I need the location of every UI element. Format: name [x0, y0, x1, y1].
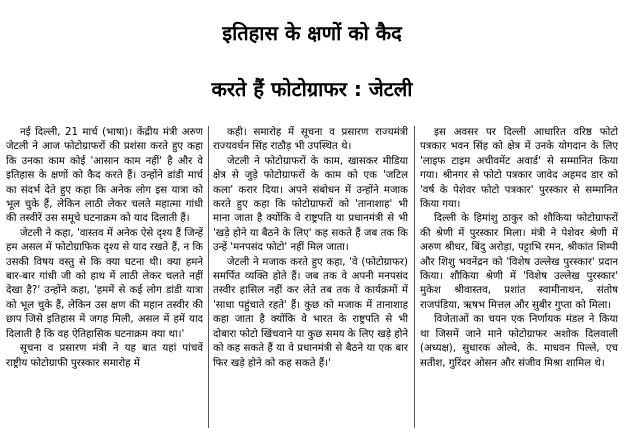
- article-column-2: [213, 126, 408, 432]
- paragraph: दिल्ली के हिमांशु ठाकुर को शौकिया फोटोग्राफरों की श्रेणी में पुरस्कार मिला। मंत्री ने पेशेवर श्रेणी में अरुण श्रीधर, बिंदु अरोड़ा, पट्टाभि रमन, श्रीकांत शिम्पी और शिशु भवनेंद्रन को 'विशेष उल्लेख पुरस्कार' प्रदान किया। शौकिया श्रेणी में 'विशेष उल्लेख पुरस्कार' मुकेश श्रीवास्तव, प्रशांत स्वामीनाथन, संतोष राजपंडिया, ऋषभ मित्तल और सुबीर गुप्ता को मिला।: [420, 213, 618, 311]
- paragraph: विजेताओं का चयन एक निर्णायक मंडल ने किया था जिसमें जाने माने फोटोग्राफर अशोक दिलवाली (अध्यक्ष), सुधारक ओल्वे, के. माधवन पिल्ले, एच सतीश, गुरिंदर ओसन और संजीव मिश्रा शामिल थे।: [420, 314, 618, 369]
- headline-line-1: इतिहास के क्षणों को कैद: [222, 21, 402, 45]
- paragraph: जेटली ने मजाक करते हुए कहा, 'वे (फोटोग्राफर) समर्पित व्यक्ति होते हैं। जब तक वे अपनी मनपसंद तस्वीर हासिल नहीं कर लेते तब तक वे कार्यक्रमों में 'साधा पहुंचाते रहते' हैं। कुछ को मजाक में तानाशाह कहा जाता है क्योंकि वे भारत के राष्ट्रपति से भी दोबारा फोटो खिंचवाने या कुछ समय के लिए खड़े होने को कह सकते हैं या वे प्रधानमंत्री से बैठने या एक बार फिर खड़े होने को कह सकते हैं।': [213, 256, 408, 369]
- article-column-1: [6, 126, 203, 432]
- column-divider: [414, 126, 415, 428]
- paragraph: जेटली ने कहा, 'वास्तव में अनेक ऐसे दृश्य हैं जिन्हें हम असल में फोटोग्राफिक दृश्य से याद रखते हैं, न कि उसकी विषय वस्तु से कि क्या घटना थी। क्या हमने बार-बार गांधी जी को हाथ में लाठी लेकर चलते नहीं देखा है?' उन्होंने कहा, 'हममें से कई लोग डांडी यात्रा को भूल चुके हैं, लेकिन उस क्षण की महान तस्वीर की छाप जिसे इतिहास में जगह मिली, असल में हमें याद दिलाती है कि वह ऐतिहासिक घटनाक्रम क्या था।': [6, 227, 203, 340]
- paragraph: इस अवसर पर दिल्ली आधारित वरिष्ठ फोटो पत्रकार भवन सिंह को क्षेत्र में उनके योगदान के लिए 'लाइफ टाइम अचीवमेंट अवार्ड' से सम्मानित किया गया। श्रीनगर से फोटो पत्रकार जावेद अहमद डार को 'वर्ष के पेशेवर फोटो पत्रकार' पुरस्कार से सम्मानित किया गया।: [420, 127, 618, 211]
- paragraph: सूचना व प्रसारण मंत्री ने यह बात यहां पांचवें राष्ट्रीय फोटोग्राफी पुरस्कार समारोह में: [6, 343, 203, 369]
- paragraph: नई दिल्ली, 21 मार्च (भाषा)। केंद्रीय मंत्री अरुण जेटली ने आज फोटोग्राफरों की प्रशंसा करते हुए कहा कि उनका काम कोई 'आसान काम नहीं' है और वे इतिहास के क्षणों को कैद करते हैं। उन्होंने डांडी मार्च का संदर्भ देते हुए कहा कि अनेक लोग इस यात्रा को भूल चुके हैं, लेकिन लाठी लेकर चलते महात्मा गांधी की तस्वीरें उस समूचे घटनाक्रम को याद दिलाती हैं।: [6, 127, 203, 225]
- column-divider: [208, 126, 209, 428]
- article-column-3: [420, 126, 618, 432]
- paragraph: कही। समारोह में सूचना व प्रसारण राज्यमंत्री राज्यवर्धन सिंह राठौड़ भी उपस्थित थे।: [213, 127, 408, 153]
- headline-line-2: करते हैं फोटोग्राफर : जेटली: [211, 77, 413, 101]
- paragraph: जेटली ने फोटोग्राफरों के काम, खासकर मीडिया क्षेत्र से जुड़े फोटोग्राफरों के काम को एक 'जटिल कला' करार दिया। अपने संबोधन में उन्होंने मजाक करते हुए कहा कि फोटोग्राफरों को 'तानाशाह' भी माना जाता है क्योंकि वे राष्ट्रपति या प्रधानमंत्री से भी 'खड़े होने या बैठने के लिए' कह सकते हैं जब तक कि उन्हें 'मनपसंद फोटो' नहीं मिल जाता।: [213, 155, 408, 254]
